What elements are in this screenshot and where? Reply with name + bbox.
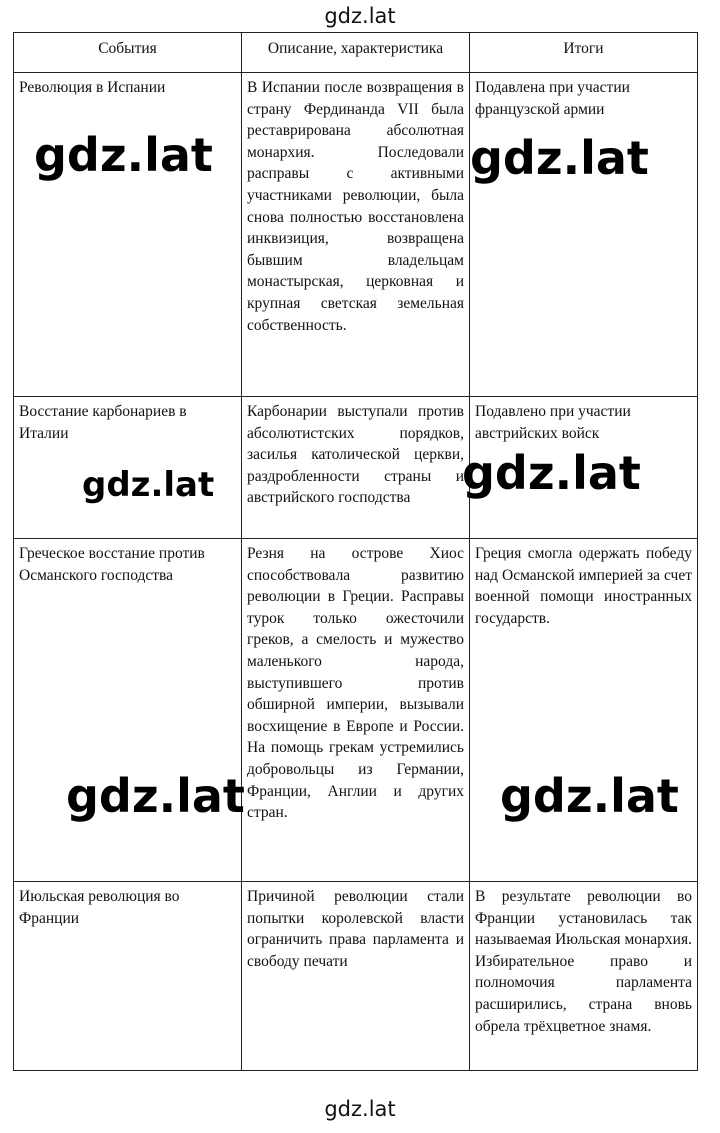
watermark-text: gdz.lat — [82, 465, 215, 505]
table-row — [14, 539, 698, 882]
watermark-text: gdz.lat — [500, 769, 679, 823]
description-cell: В Испании после возвращения в страну Фердинанда VII была реставрирована абсолютная монархия. Последовали расправы с активными участниками революции, была снова полностью восстановлена инквизиция, возвращена бывшим владельцам монастырская, церковная и крупная светская земельная собственность. — [242, 73, 470, 397]
header-results: Итоги — [470, 33, 698, 73]
table-header-row — [14, 33, 698, 73]
table-row — [14, 882, 698, 1071]
result-cell: Греция смогла одержать победу над Османской империей за счет военной помощи иностранных государств. — [470, 539, 698, 882]
event-cell: Греческое восстание против Османского господства — [14, 539, 242, 882]
description-cell: Резня на острове Хиос способствовала развитию революции в Греции. Расправы турок только ожесточили греков, а смелость и мужество маленького народа, выступившего против обширной империи, вызывали восхищение в Европе и России. На помощь грекам устремились добровольцы из Германии, Франции, Англии и других стран. — [242, 539, 470, 882]
header-events: События — [14, 33, 242, 73]
watermark-text: gdz.lat — [66, 769, 245, 823]
result-cell: В результате революции во Франции установилась так называемая Июльская монархия. Избирательное право и полномочия парламента расширились, страна вновь обрела трёхцветное знамя. — [470, 882, 698, 1071]
watermark-text: gdz.lat — [470, 131, 649, 185]
event-cell: Июльская революция во Франции — [14, 882, 242, 1071]
table-row — [14, 397, 698, 539]
result-cell: Подавлена при участии французской армии — [470, 73, 698, 397]
header-description: Описание, характеристика — [242, 33, 470, 73]
description-cell: Карбонарии выступали против абсолютистских порядков, засилья католической церкви, раздробленности страны и австрийского господства — [242, 397, 470, 539]
table-row — [14, 73, 698, 397]
result-cell: Подавлено при участии австрийских войск — [470, 397, 698, 539]
description-cell: Причиной революции стали попытки королевской власти ограничить права парламента и свободу печати — [242, 882, 470, 1071]
watermark-text: gdz.lat — [462, 446, 641, 500]
site-header-label: gdz.lat — [324, 4, 396, 28]
watermark-text: gdz.lat — [34, 128, 213, 182]
history-table — [13, 32, 698, 1071]
event-cell: Восстание карбонариев в Италии — [14, 397, 242, 539]
event-cell: Революция в Испании — [14, 73, 242, 397]
site-footer-label: gdz.lat — [324, 1097, 396, 1121]
